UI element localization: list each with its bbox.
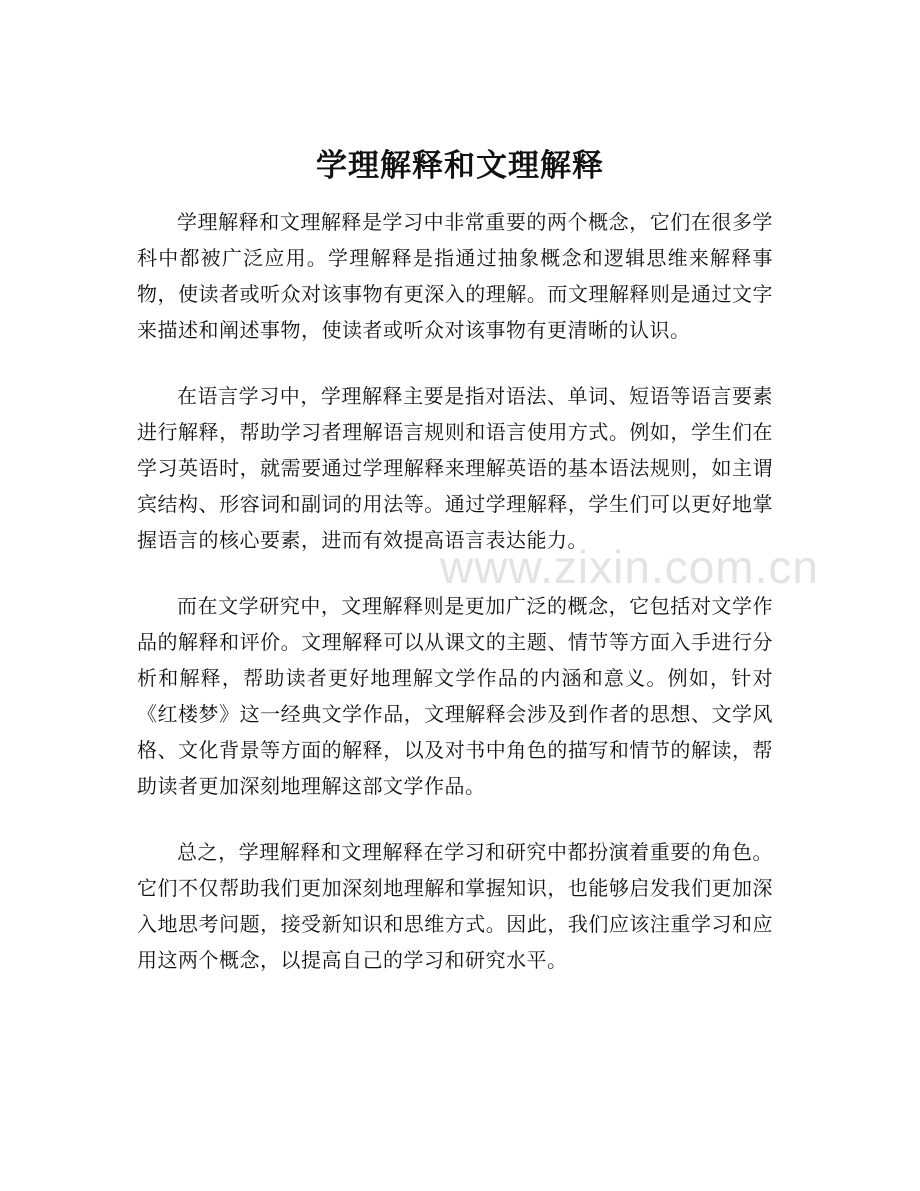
paragraph-2: 在语言学习中，学理解释主要是指对语法、单词、短语等语言要素进行解释，帮助学习者理解语言规则和语言使用方式。例如，学生们在学习英语时，就需要通过学理解释来理解英语的基本语法规则，如主谓宾结构、形容词和副词的用法等。通过学理解释，学生们可以更好地掌握语言的核心要素，进而有效提高语言表达能力。	[137, 384, 773, 552]
paragraph-4: 总之，学理解释和文理解释在学习和研究中都扮演着重要的角色。它们不仅帮助我们更加深刻地理解和掌握知识，也能够启发我们更加深入地思考问题，接受新知识和思维方式。因此，我们应该注重学习和应用这两个概念，以提高自己的学习和研究水平。	[137, 840, 773, 972]
document-body	[137, 204, 773, 1008]
document-title: 学理解释和文理解释	[316, 148, 604, 184]
watermark-text: www.zixin.com.cn	[440, 541, 819, 593]
paragraph-1: 学理解释和文理解释是学习中非常重要的两个概念，它们在很多学科中都被广泛应用。学理解释是指通过抽象概念和逻辑思维来解释事物，使读者或听众对该事物有更深入的理解。而文理解释则是通过文字来描述和阐述事物，使读者或听众对该事物有更清晰的认识。	[137, 210, 773, 342]
paragraph-3: 而在文学研究中，文理解释则是更加广泛的概念，它包括对文学作品的解释和评价。文理解释可以从课文的主题、情节等方面入手进行分析和解释，帮助读者更好地理解文学作品的内涵和意义。例如，针对《红楼梦》这一经典文学作品，文理解释会涉及到作者的思想、文学风格、文化背景等方面的解释，以及对书中角色的描写和情节的解读，帮助读者更加深刻地理解这部文学作品。	[137, 594, 773, 798]
